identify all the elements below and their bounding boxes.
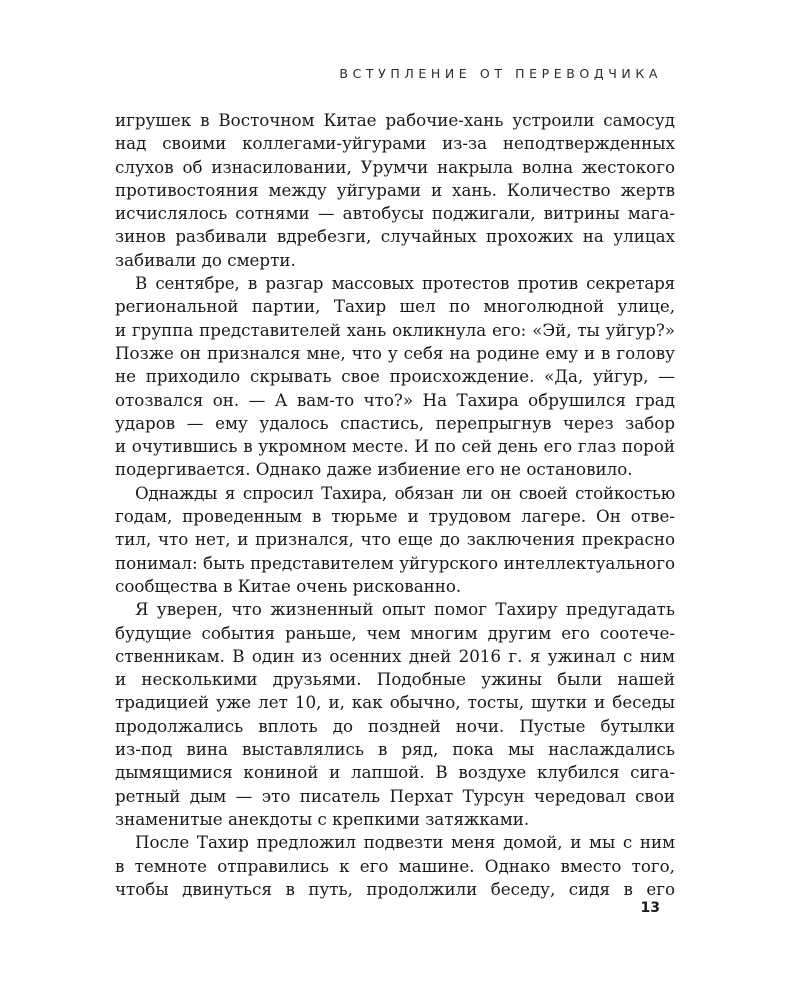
paragraph-5 [115, 831, 675, 901]
text-line: понимал: быть представителем уйгурского интеллектуального [115, 552, 675, 573]
text-line: Позже он признался мне, что у себя на родине ему и в голову [115, 342, 675, 363]
text-line: тил, что нет, и признался, что еще до заключения прекрасно [115, 529, 675, 550]
text-line: годам, проведенным в тюрьме и трудовом лагере. Он отве- [115, 506, 675, 527]
paragraph-1 [115, 109, 675, 272]
paragraph-2 [115, 272, 675, 482]
text-line: В сентябре, в разгар массовых протестов против секретаря [135, 273, 675, 294]
text-line: ударов — ему удалось спастись, перепрыгнув через забор [115, 412, 675, 433]
running-header: ВСТУПЛЕНИЕ ОТ ПЕРЕВОДЧИКА [339, 66, 662, 81]
text-line: не приходило скрывать свое происхождение. «Да, уйгур, — [115, 366, 675, 387]
text-line: ственникам. В один из осенних дней 2016 г. я ужинал с ним [115, 645, 675, 666]
text-line: подергивается. Однако даже избиение его не остановило. [115, 459, 633, 480]
text-line: из-под вина выставлялись в ряд, пока мы наслаждались [115, 739, 675, 760]
text-line: Я уверен, что жизненный опыт помог Тахиру предугадать [135, 599, 675, 620]
text-line: и несколькими друзьями. Подобные ужины были нашей [115, 669, 675, 690]
text-line: знаменитые анекдоты с крепкими затяжками. [115, 808, 530, 829]
text-line: региональной партии, Тахир шел по многолюдной улице, [115, 296, 675, 317]
text-line: в темноте отправились к его машине. Однако вместо того, [115, 855, 675, 876]
text-line: отозвался он. — А вам-то что?» На Тахира обрушился град [115, 389, 675, 410]
text-line: противостояния между уйгурами и хань. Количество жертв [115, 179, 675, 200]
text-line: ретный дым — это писатель Перхат Турсун чередовал свои [115, 785, 675, 806]
text-line: зинов разбивали вдребезги, случайных прохожих на улицах [115, 226, 675, 247]
text-line: исчислялось сотнями — автобусы поджигали, витрины мага- [115, 203, 675, 224]
text-line: дымящимися кониной и лапшой. В воздухе клубился сига- [115, 762, 675, 783]
page-number: 13 [640, 900, 660, 916]
text-line: сообщества в Китае очень рискованно. [115, 575, 462, 596]
text-line: После Тахир предложил подвезти меня домой, и мы с ним [135, 832, 675, 853]
text-line: Однажды я спросил Тахира, обязан ли он своей стойкостью [135, 482, 675, 503]
paragraph-3 [115, 482, 675, 598]
text-line: и очутившись в укромном месте. И по сей день его глаз порой [115, 436, 675, 457]
paragraph-4 [115, 598, 675, 831]
body-text [115, 109, 675, 901]
text-line: продолжались вплоть до поздней ночи. Пустые бутылки [115, 715, 675, 736]
text-line: над своими коллегами-уйгурами из-за неподтвержденных [115, 133, 675, 154]
text-line: забивали до смерти. [115, 249, 296, 270]
text-line: чтобы двинуться в путь, продолжили беседу, сидя в его [115, 878, 675, 899]
text-line: слухов об изнасиловании, Урумчи накрыла волна жестокого [115, 156, 675, 177]
text-line: и группа представителей хань окликнула его: «Эй, ты уйгур?» [115, 319, 675, 340]
text-line: традицией уже лет 10, и, как обычно, тосты, шутки и беседы [115, 692, 675, 713]
text-line: будущие события раньше, чем многим другим его соотече- [115, 622, 675, 643]
text-line: игрушек в Восточном Китае рабочие-хань устроили самосуд [115, 110, 675, 130]
